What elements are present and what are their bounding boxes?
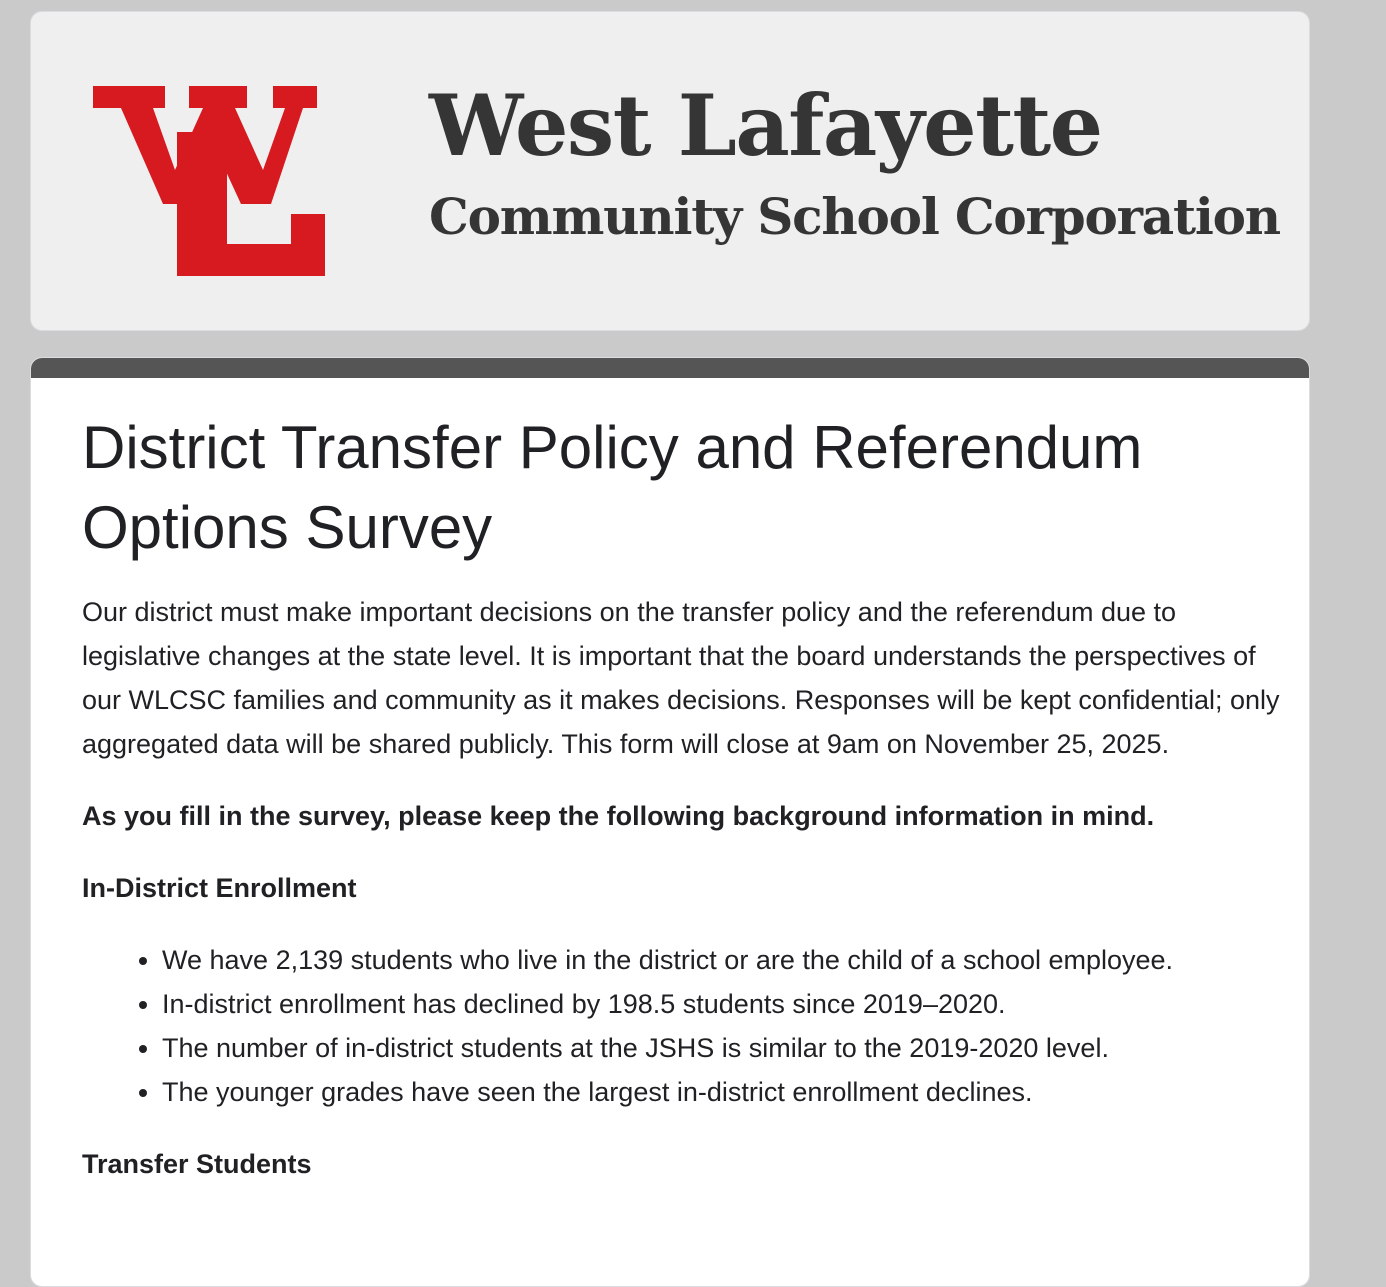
form-header-card	[30, 357, 1310, 1287]
list-item: • We have 2,139 students who live in the district or are the child of a school employee.	[162, 938, 1282, 982]
brand-subtitle: Community School Corporation	[429, 187, 1280, 246]
form-description: Our district must make important decisions on the transfer policy and the referendum due to legislative changes at the state level. It is important that the board understands the perspectives of our WLCSC families and community as it makes decisions. Responses will be kept confidential; only aggregated data will be shared publicly. This form will close at 9am on November 25, 2025.	[82, 597, 1280, 759]
section-heading-transfer-students: Transfer Students	[82, 1149, 312, 1179]
brand-name: West Lafayette	[429, 76, 1102, 175]
list-item: • The number of in-district students at the JSHS is similar to the 2019-2020 level.	[162, 1026, 1282, 1070]
list-item: • The younger grades have seen the largest in-district enrollment declines.	[162, 1070, 1282, 1114]
enrollment-bullet-list	[82, 938, 1282, 1114]
header-banner	[30, 11, 1310, 331]
card-accent-bar	[31, 358, 1309, 378]
background-note: As you fill in the survey, please keep the following background information in mind.	[82, 801, 1155, 831]
section-heading-in-district-enrollment: In-District Enrollment	[82, 873, 357, 903]
form-title: District Transfer Policy and Referendum Options Survey	[82, 414, 1143, 561]
form-content	[82, 408, 1282, 1186]
list-item: • In-district enrollment has declined by 198.5 students since 2019–2020.	[162, 982, 1282, 1026]
wl-logo-icon	[93, 74, 343, 284]
